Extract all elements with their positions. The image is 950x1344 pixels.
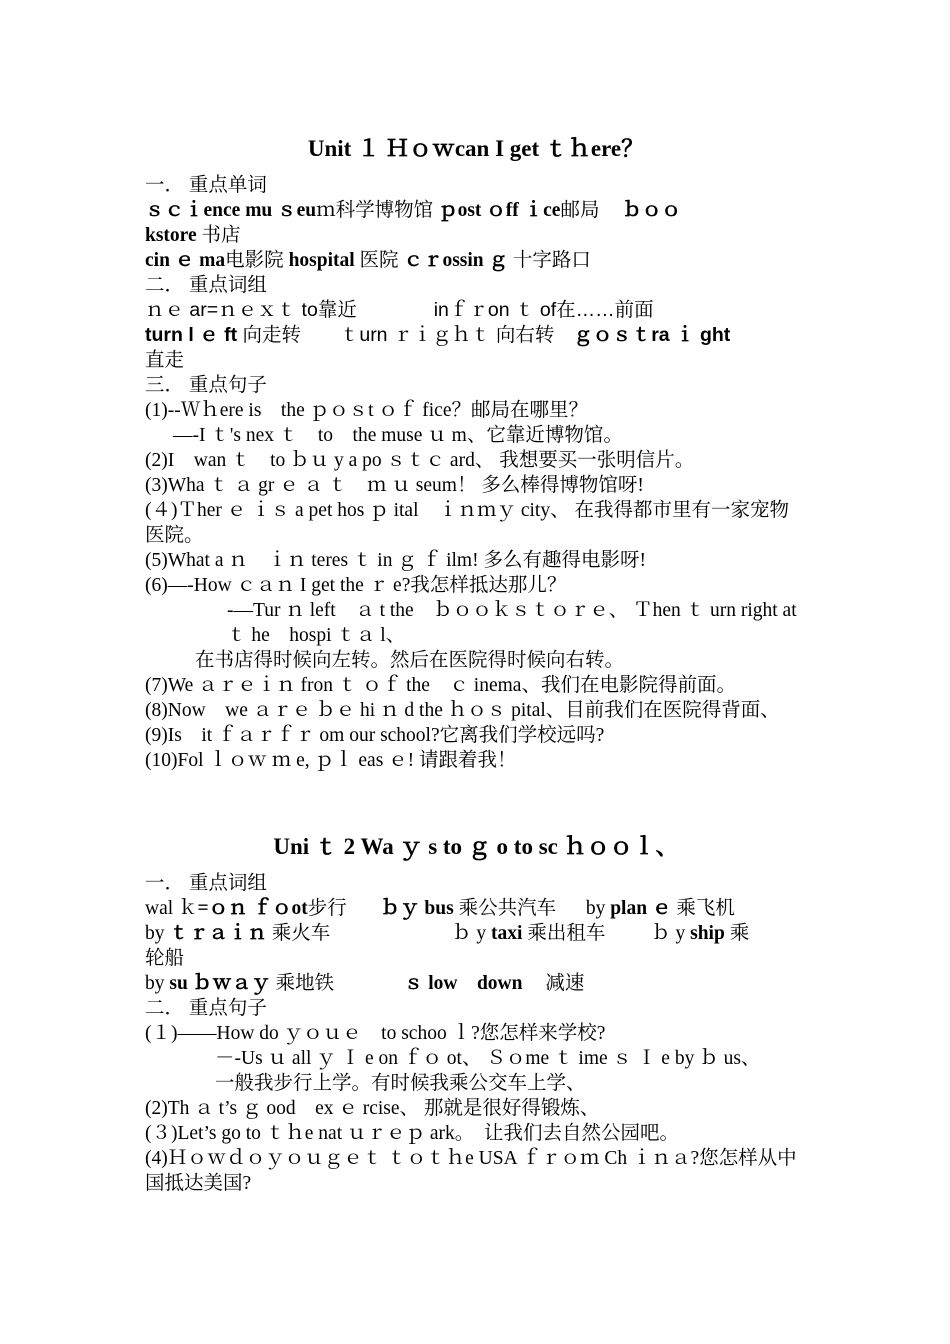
sentence-9: (9)Is it ｆａｒｆｒ om our school?它离我们学校远吗?: [145, 725, 605, 746]
phrase-on-foot-def: 步行: [307, 898, 352, 919]
sentence-6-translation: 在书店得时候向左转。然后在医院得时候向右转。: [195, 650, 625, 671]
phrase-walk: wal ｋ: [145, 898, 198, 919]
phrase-by-taxi-by: ｂ y: [452, 923, 492, 944]
phrase-line-2: [145, 323, 807, 348]
phrase-by-plane-by: by: [585, 898, 611, 919]
phrase-line-1: [145, 298, 807, 323]
unit1-section2-heading: 二． 重点词组: [145, 275, 267, 296]
u2-sentence-1-translation: 一般我步行上学。有时候我乘公交车上学、: [215, 1073, 586, 1094]
sentence-10: (10)Fol ｌｏｗ ｍ e, ｐｌ eas ｅ! 请跟着我！: [145, 750, 517, 771]
u2-sentence-3: (３)Let’s go to ｔｈe nat ｕｒｅｐ ark。 让我们去自然公园吧。: [145, 1123, 680, 1144]
phrase-by-subway-def: 乘地铁: [270, 973, 339, 994]
phrase-on-foot: =ｏｎ ｆｏot: [197, 898, 308, 919]
word-crossing-def: 十字路口: [508, 250, 591, 271]
sentence-5: (5)What a ｎ ｉｎ teres ｔ in ｇ ｆ ilm! 多么有趣得电影呀!: [145, 550, 646, 571]
unit2-title: Uni ｔ 2 Wa ｙ s to ｇ o to sc ｈｏｏｌ、: [273, 834, 679, 859]
word-post-office-def: 邮局: [560, 200, 605, 221]
word-hospital-def: 医院: [359, 250, 404, 271]
phrase-by-bus-def: 乘公共汽车: [453, 898, 561, 919]
sentence-3: (3)Wha ｔ ａ gr ｅ ａ ｔ ｍ ｕ seum！ 多么棒得博物馆呀!: [145, 475, 644, 496]
phrase-in-front-of: inｆｒon ｔ of: [433, 299, 557, 321]
u2-phrase-line-2: [145, 921, 807, 946]
u2-sentence-2: (2)Th ａ t’s ｇ ood ex ｅ rcise、 那就是很好得锻炼、: [145, 1098, 600, 1119]
phrase-by-subway-by: by: [145, 973, 170, 994]
word-bookstore-part1: ｂｏｏ: [622, 200, 681, 221]
phrase-in-front-of-def: 在……前面: [556, 299, 654, 321]
phrase-turn-left: turn l ｅ ft: [145, 324, 238, 346]
phrase-line-3: 直走: [145, 350, 185, 371]
phrase-go-straight: ｇｏｓｔra ｉ ght: [573, 324, 731, 346]
word-hospital: hospital: [288, 250, 360, 271]
phrase-turn-left-def: 向走转: [237, 324, 301, 346]
sentence-1: (1)--Ｗｈere is the ｐｏｓt ｏｆ fice？邮局在哪里？: [145, 400, 588, 421]
phrase-slow-down-def: 减速: [540, 973, 585, 994]
phrase-by-ship: ship: [690, 923, 725, 944]
sentence-4: (４)Ｔher ｅ ｉｓ a pet hos ｐ ital ｉｎｍｙ city、 在我得都市里有一家宠物医院。: [145, 500, 789, 546]
vocab-line-2: [145, 223, 807, 248]
u2-sentence-1-reply: －-Us ｕ all ｙ Ｉ e on ｆｏ ot、 Ｓｏme ｔ ime ｓ Ｉ e by ｂ us、: [215, 1048, 761, 1069]
unit1-section1-heading: 一． 重点单词: [145, 175, 267, 196]
u2-sentence-1: (１)——How do ｙｏｕｅ to schoo ｌ?您怎样来学校?: [145, 1023, 606, 1044]
phrase-by-plane: plan ｅ: [610, 898, 672, 919]
u2-phrase-line-3: 轮船: [145, 948, 185, 969]
vocab-line-1: [145, 198, 807, 223]
unit1-title: Unit １ Ｈｏｗcan I get ｔｈere？: [307, 136, 645, 161]
phrase-by-bus: ｂｙ bus: [380, 898, 454, 919]
unit1-body: [145, 173, 807, 773]
vocab-line-3: [145, 248, 807, 273]
word-crossing: ｃｒossin ｇ: [403, 250, 509, 271]
phrase-near-def: 靠近: [317, 299, 357, 321]
word-science: ｓｃｉence: [145, 200, 246, 221]
sentence-6: (6)—-How ｃａｎ I get the ｒ e?我怎样抵达那儿？: [145, 575, 567, 596]
unit2-body: [145, 871, 807, 1196]
phrase-by-train-def: 乘火车: [266, 923, 331, 944]
sentence-1-reply: —-I ｔ's nex ｔ to the muse ｕ m、它靠近博物馆。: [173, 425, 623, 446]
u2-phrase-line-1: [145, 896, 807, 921]
word-science-museum-def: 科学博物馆: [335, 200, 439, 221]
phrase-by-subway: su ｂｗａｙ: [169, 973, 271, 994]
word-cinema: cin ｅ ma: [145, 250, 226, 271]
u2-sentence-4: (4)Ｈｏｗｄｏｙｏｕｇｅｔ ｔｏｔｈe USA ｆｒｏｍ Ch ｉｎａ?您怎样从中国抵达美国?: [145, 1148, 797, 1194]
word-museum-m: ｍ: [316, 200, 336, 221]
phrase-near: ｎｅ ar=ｎｅｘｔ to: [145, 299, 318, 321]
unit1-section3-heading: 三． 重点句子: [145, 375, 267, 396]
phrase-by-ship-def: 乘: [724, 923, 750, 944]
phrase-by-taxi: taxi: [491, 923, 523, 944]
phrase-slow-down: ｓ low down: [403, 973, 523, 994]
phrase-by-plane-def: 乘飞机: [671, 898, 735, 919]
phrase-by-train-by: by: [145, 923, 170, 944]
unit2-section1-heading: 一． 重点词组: [145, 873, 267, 894]
phrase-by-train: ｔｒａｉｎ: [169, 923, 267, 944]
phrase-turn-right-def: 向右转: [490, 324, 560, 346]
phrase-by-ship-by: ｂ y: [651, 923, 691, 944]
word-cinema-def: 电影院: [225, 250, 289, 271]
sentence-2: (2)I wan ｔ to ｂｕ y a po ｓｔｃ ard、 我想要买一张明信片。: [145, 450, 695, 471]
phrase-by-taxi-def: 乘出租车: [522, 923, 611, 944]
word-museum: mu ｓeu: [245, 200, 317, 221]
unit2-section2-heading: 二． 重点句子: [145, 998, 267, 1019]
sentence-6-reply: -—Tur ｎ left ａ t the ｂｏｏｋｓｔｏｒｅ、 Ｔhen ｔ urn right at ｔ he hospi ｔａ l、: [227, 600, 797, 646]
sentence-7: (7)We ａｒｅｉｎ fron ｔ ｏｆ the ｃ inema、我们在电影院得前面。: [145, 675, 736, 696]
word-bookstore-part2: kstore: [145, 225, 197, 246]
phrase-turn-right-a: ｔurn ｒｉｇｈｔ: [339, 324, 491, 346]
sentence-8: (8)Now we ａｒｅ ｂｅ hi ｎ d the ｈｏｓ pital、目前我们在医院得背面、: [145, 700, 780, 721]
word-post-office: ｐost ｏff ｉce: [438, 200, 561, 221]
u2-phrase-line-4: [145, 971, 807, 996]
word-bookstore-def: 书店: [196, 225, 241, 246]
